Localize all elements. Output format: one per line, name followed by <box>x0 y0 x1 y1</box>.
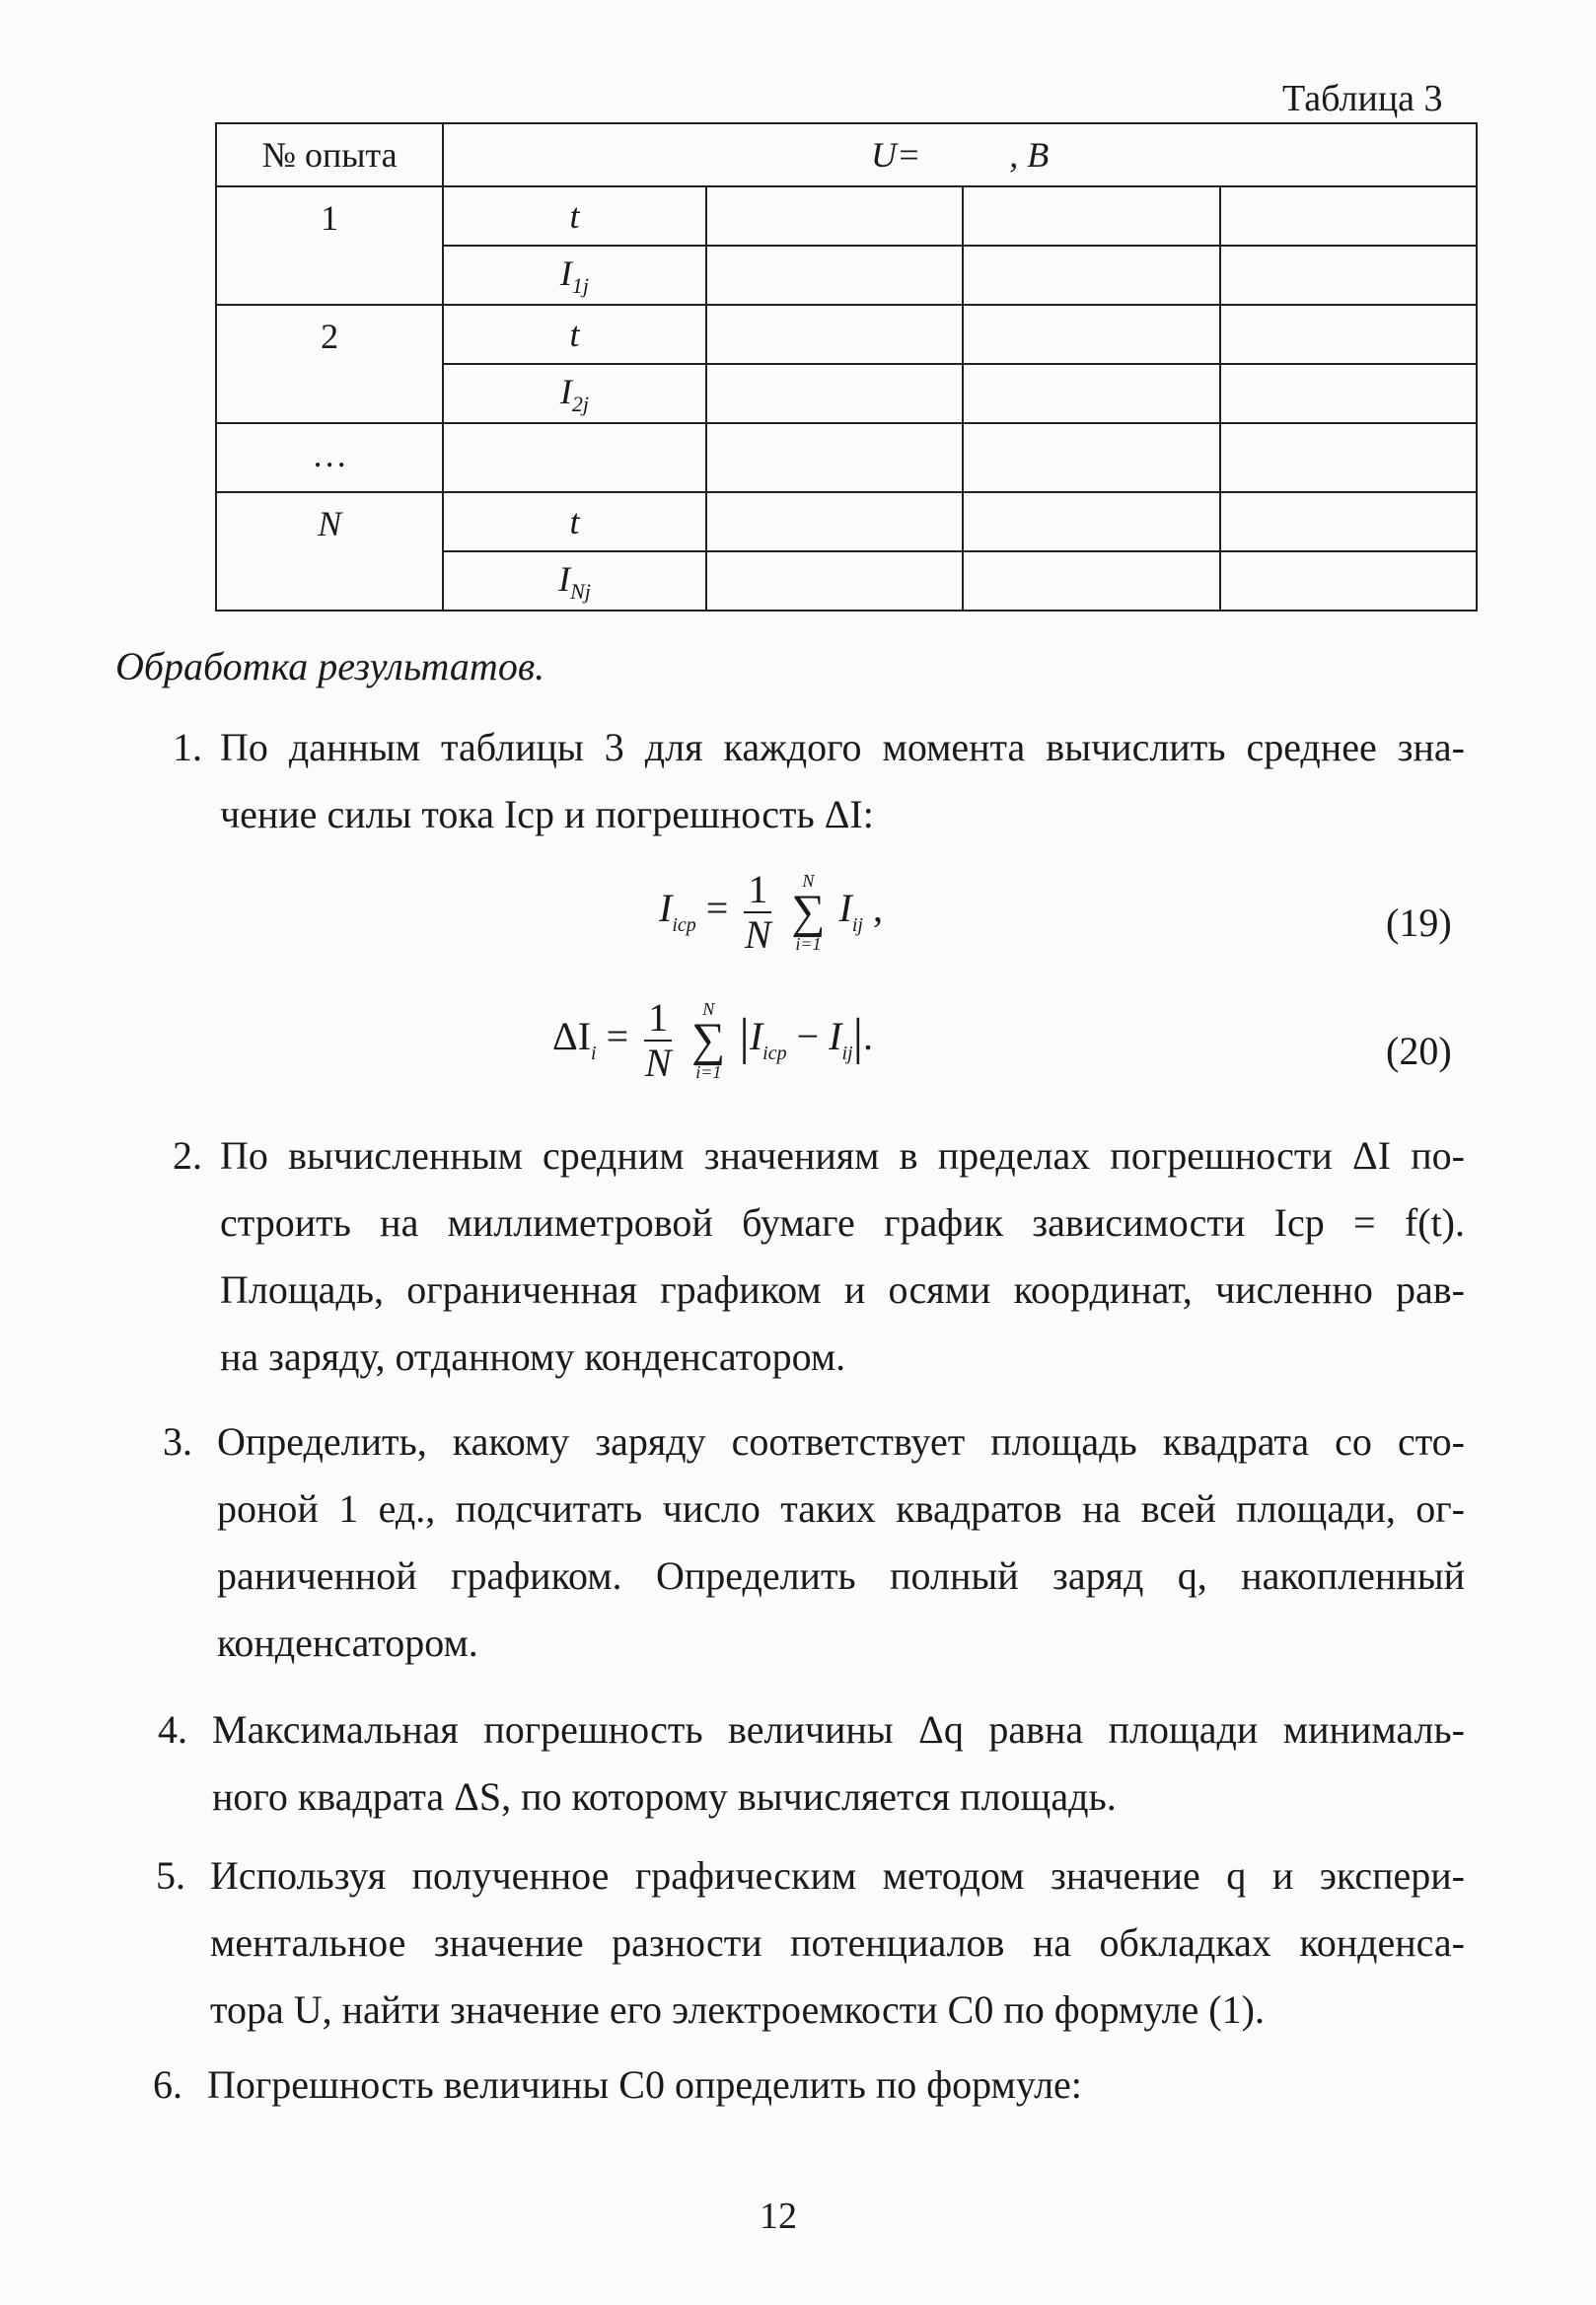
data-table <box>215 122 1478 612</box>
item-line: чение силы тока Iср и погрешность ΔI: <box>220 792 874 836</box>
section-title: Обработка результатов. <box>115 644 545 688</box>
header-u-label: U= <box>870 135 921 175</box>
item-number: 3. <box>163 1419 192 1464</box>
value-cell <box>1220 305 1477 364</box>
item-line: Погрешность величины C0 определить по формуле: <box>207 2062 1082 2107</box>
page-number: 12 <box>760 2196 797 2237</box>
item-number: 4. <box>158 1707 187 1752</box>
item-line: раниченной графиком. Определить полный заряд q, накопленный <box>217 1553 1465 1598</box>
value-cell <box>963 305 1219 364</box>
item-number: 1. <box>173 725 202 769</box>
value-cell <box>1220 423 1477 492</box>
item-line: на заряду, отданному конденсатором. <box>220 1334 846 1379</box>
exp-number-cell: N <box>216 492 443 611</box>
t-label-cell: t <box>443 305 706 364</box>
item-line: роной 1 ед., подсчитать число таких квадратов на всей площади, ог- <box>217 1486 1465 1531</box>
item-line: ного квадрата ΔS, по которому вычисляется площадь. <box>212 1774 1117 1819</box>
formula-19: $I_{icp}$ = $\frac{1}{N}$ N ∑ i=1 $I_{ij}$ , <box>659 867 883 957</box>
item-line: Максимальная погрешность величины Δq равна площади минималь- <box>212 1707 1465 1752</box>
value-cell <box>443 423 706 492</box>
value-cell <box>1220 551 1477 611</box>
header-u-unit: , B <box>1009 135 1050 175</box>
table-row <box>216 305 1477 364</box>
t-label-cell: t <box>443 186 706 246</box>
value-cell <box>706 492 963 551</box>
item-line: тора U, найти значение его электроемкости C0 по формуле (1). <box>210 1987 1265 2032</box>
table-caption: Таблица 3 <box>1282 78 1443 119</box>
item-line: По данным таблицы 3 для каждого момента вычислить среднее зна- <box>220 725 1465 769</box>
exp-number-cell: 1 <box>216 186 443 305</box>
item-line: Площадь, ограниченная графиком и осями координат, численно рав- <box>220 1267 1465 1312</box>
item-number: 6. <box>153 2062 182 2107</box>
value-cell <box>706 305 963 364</box>
item-number: 5. <box>156 1853 185 1898</box>
value-cell <box>963 423 1219 492</box>
item-number: 2. <box>173 1133 202 1178</box>
header-voltage <box>443 123 1477 186</box>
value-cell <box>706 186 963 246</box>
table-row <box>216 423 1477 492</box>
value-cell <box>963 246 1219 305</box>
value-cell <box>706 551 963 611</box>
exp-number-cell: … <box>216 423 443 492</box>
item-line: конденсатором. <box>217 1621 478 1665</box>
table-header-row <box>216 123 1477 186</box>
formula-number: (19) <box>1386 900 1452 945</box>
item-line: ментальное значение разности потенциалов на обкладках конденса- <box>210 1920 1465 1965</box>
item-line: По вычисленным средним значениям в пределах погрешности ΔI по- <box>220 1133 1465 1178</box>
value-cell <box>963 492 1219 551</box>
item-line: строить на миллиметровой бумаге график зависимости Iср = f(t). <box>220 1200 1465 1245</box>
value-cell <box>1220 492 1477 551</box>
item-line: Используя полученное графическим методом значение q и экспери- <box>210 1853 1465 1898</box>
value-cell <box>706 246 963 305</box>
i-label-cell: $I_{Nj}$ <box>443 551 706 611</box>
value-cell <box>1220 186 1477 246</box>
i-label-cell: $I_{2j}$ <box>443 364 706 423</box>
t-label-cell: t <box>443 492 706 551</box>
i-label-cell: $I_{1j}$ <box>443 246 706 305</box>
value-cell <box>1220 364 1477 423</box>
value-cell <box>963 364 1219 423</box>
table-row <box>216 186 1477 246</box>
value-cell <box>963 186 1219 246</box>
value-cell <box>706 423 963 492</box>
formula-20: $\Delta I_i$ = $\frac{1}{N}$ N ∑ i=1 $|I_{icp} - I_{ij}|$. <box>552 995 874 1085</box>
formula-number: (20) <box>1386 1029 1452 1073</box>
header-experiment: № опыта <box>216 123 443 186</box>
table-row <box>216 492 1477 551</box>
value-cell <box>1220 246 1477 305</box>
exp-number-cell: 2 <box>216 305 443 423</box>
value-cell <box>706 364 963 423</box>
value-cell <box>963 551 1219 611</box>
item-line: Определить, какому заряду соответствует площадь квадрата со сто- <box>217 1419 1465 1464</box>
